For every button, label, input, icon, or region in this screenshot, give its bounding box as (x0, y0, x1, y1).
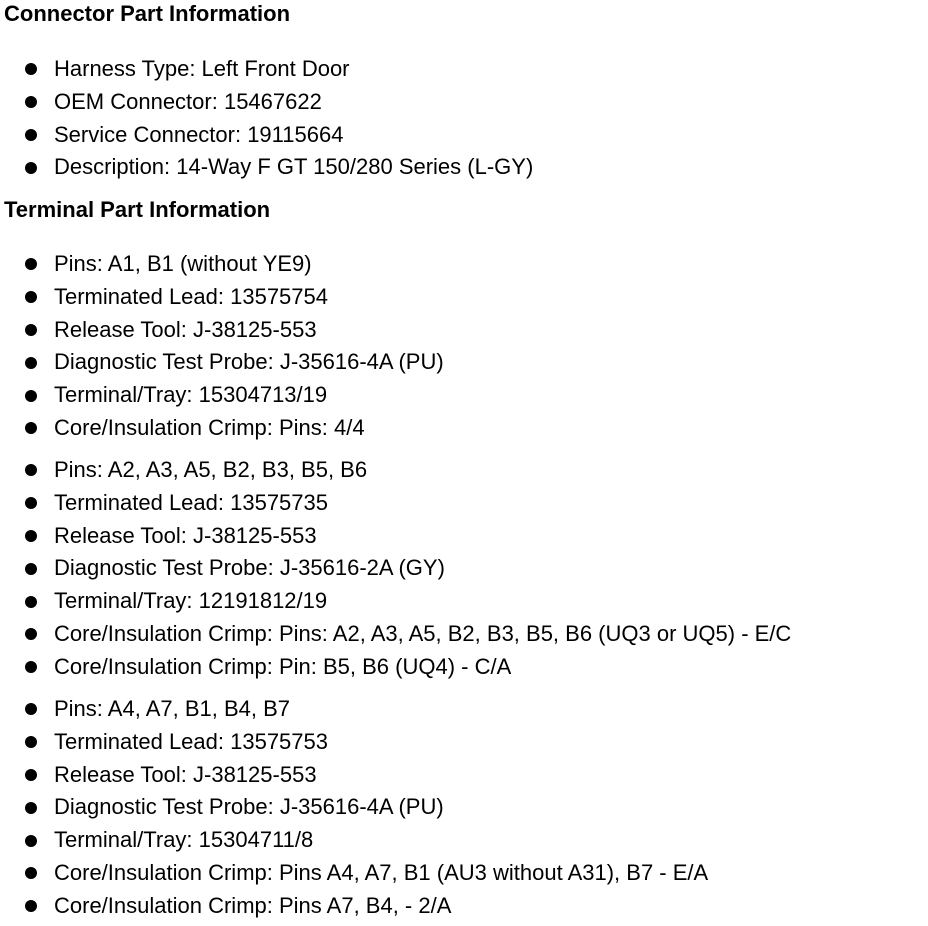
bullet-icon (25, 63, 37, 75)
item-text: Terminated Lead: 13575753 (54, 728, 328, 754)
item-text: Core/Insulation Crimp: Pins A4, A7, B1 (AU3 without A31), B7 - E/A (54, 859, 709, 885)
bullet-icon (25, 802, 37, 814)
bullet-icon (25, 96, 37, 108)
item-text: Core/Insulation Crimp: Pins: 4/4 (54, 414, 365, 440)
bullet-icon (25, 390, 37, 402)
bullet-icon (25, 129, 37, 141)
bullet-icon (25, 258, 37, 270)
item-text: Release Tool: J-38125-553 (54, 522, 317, 548)
bullet-icon (25, 422, 37, 434)
list-item (0, 585, 791, 618)
item-text: Release Tool: J-38125-553 (54, 761, 317, 787)
item-text: Core/Insulation Crimp: Pin: B5, B6 (UQ4) - C/A (54, 653, 512, 679)
terminal-heading: Terminal Part Information (4, 197, 271, 222)
list-item (0, 693, 708, 726)
item-text: Harness Type: Left Front Door (54, 56, 350, 81)
item-text: OEM Connector: 15467622 (54, 88, 322, 114)
bullet-icon (25, 357, 37, 369)
item-text: Pins: A4, A7, B1, B4, B7 (54, 696, 291, 721)
bullet-icon (25, 835, 37, 847)
bullet-icon (25, 596, 37, 608)
list-item (0, 314, 444, 347)
list-item (0, 857, 708, 890)
list-item (0, 248, 444, 281)
terminal-group-2 (0, 454, 791, 684)
list-item (0, 412, 444, 445)
item-text: Description: 14-Way F GT 150/280 Series (L-GY) (54, 154, 534, 180)
bullet-icon (25, 769, 37, 781)
item-text: Terminated Lead: 13575735 (54, 489, 328, 515)
list-item (0, 346, 444, 379)
list-item (0, 651, 791, 684)
item-text: Service Connector: 19115664 (54, 121, 344, 147)
bullet-icon (25, 628, 37, 640)
list-item (0, 119, 533, 152)
list-item (0, 520, 791, 553)
connector-heading: Connector Part Information (4, 1, 291, 26)
bullet-icon (25, 162, 37, 174)
list-item (0, 151, 533, 184)
list-item (0, 759, 708, 792)
list-item (0, 487, 791, 520)
list-item (0, 824, 708, 857)
bullet-icon (25, 530, 37, 542)
item-text: Terminal/Tray: 12191812/19 (54, 588, 328, 614)
item-text: Terminal/Tray: 15304713/19 (54, 382, 328, 408)
bullet-icon (25, 703, 37, 715)
list-item (0, 791, 708, 824)
item-text: Pins: A2, A3, A5, B2, B3, B5, B6 (54, 457, 368, 482)
list-item (0, 379, 444, 412)
connector-list (0, 53, 533, 184)
list-item (0, 53, 533, 86)
list-item (0, 552, 791, 585)
item-text: Terminated Lead: 13575754 (54, 283, 328, 309)
list-item (0, 890, 708, 923)
bullet-icon (25, 736, 37, 748)
item-text: Core/Insulation Crimp: Pins: A2, A3, A5, B2, B3, B5, B6 (UQ3 or UQ5) - E/C (54, 620, 792, 646)
bullet-icon (25, 291, 37, 303)
item-text: Core/Insulation Crimp: Pins A7, B4, - 2/A (54, 892, 452, 918)
bullet-icon (25, 324, 37, 336)
list-item (0, 454, 791, 487)
terminal-group-1 (0, 248, 444, 445)
bullet-icon (25, 464, 37, 476)
bullet-icon (25, 497, 37, 509)
item-text: Pins: A1, B1 (without YE9) (54, 251, 312, 276)
bullet-icon (25, 563, 37, 575)
item-text: Diagnostic Test Probe: J-35616-2A (GY) (54, 555, 445, 581)
bullet-icon (25, 867, 37, 879)
list-item (0, 86, 533, 119)
bullet-icon (25, 900, 37, 912)
list-item (0, 618, 791, 651)
bullet-icon (25, 661, 37, 673)
item-text: Terminal/Tray: 15304711/8 (54, 827, 314, 853)
list-item (0, 281, 444, 314)
item-text: Diagnostic Test Probe: J-35616-4A (PU) (54, 349, 444, 375)
item-text: Diagnostic Test Probe: J-35616-4A (PU) (54, 794, 444, 820)
item-text: Release Tool: J-38125-553 (54, 316, 317, 342)
terminal-group-3 (0, 693, 708, 923)
list-item (0, 726, 708, 759)
